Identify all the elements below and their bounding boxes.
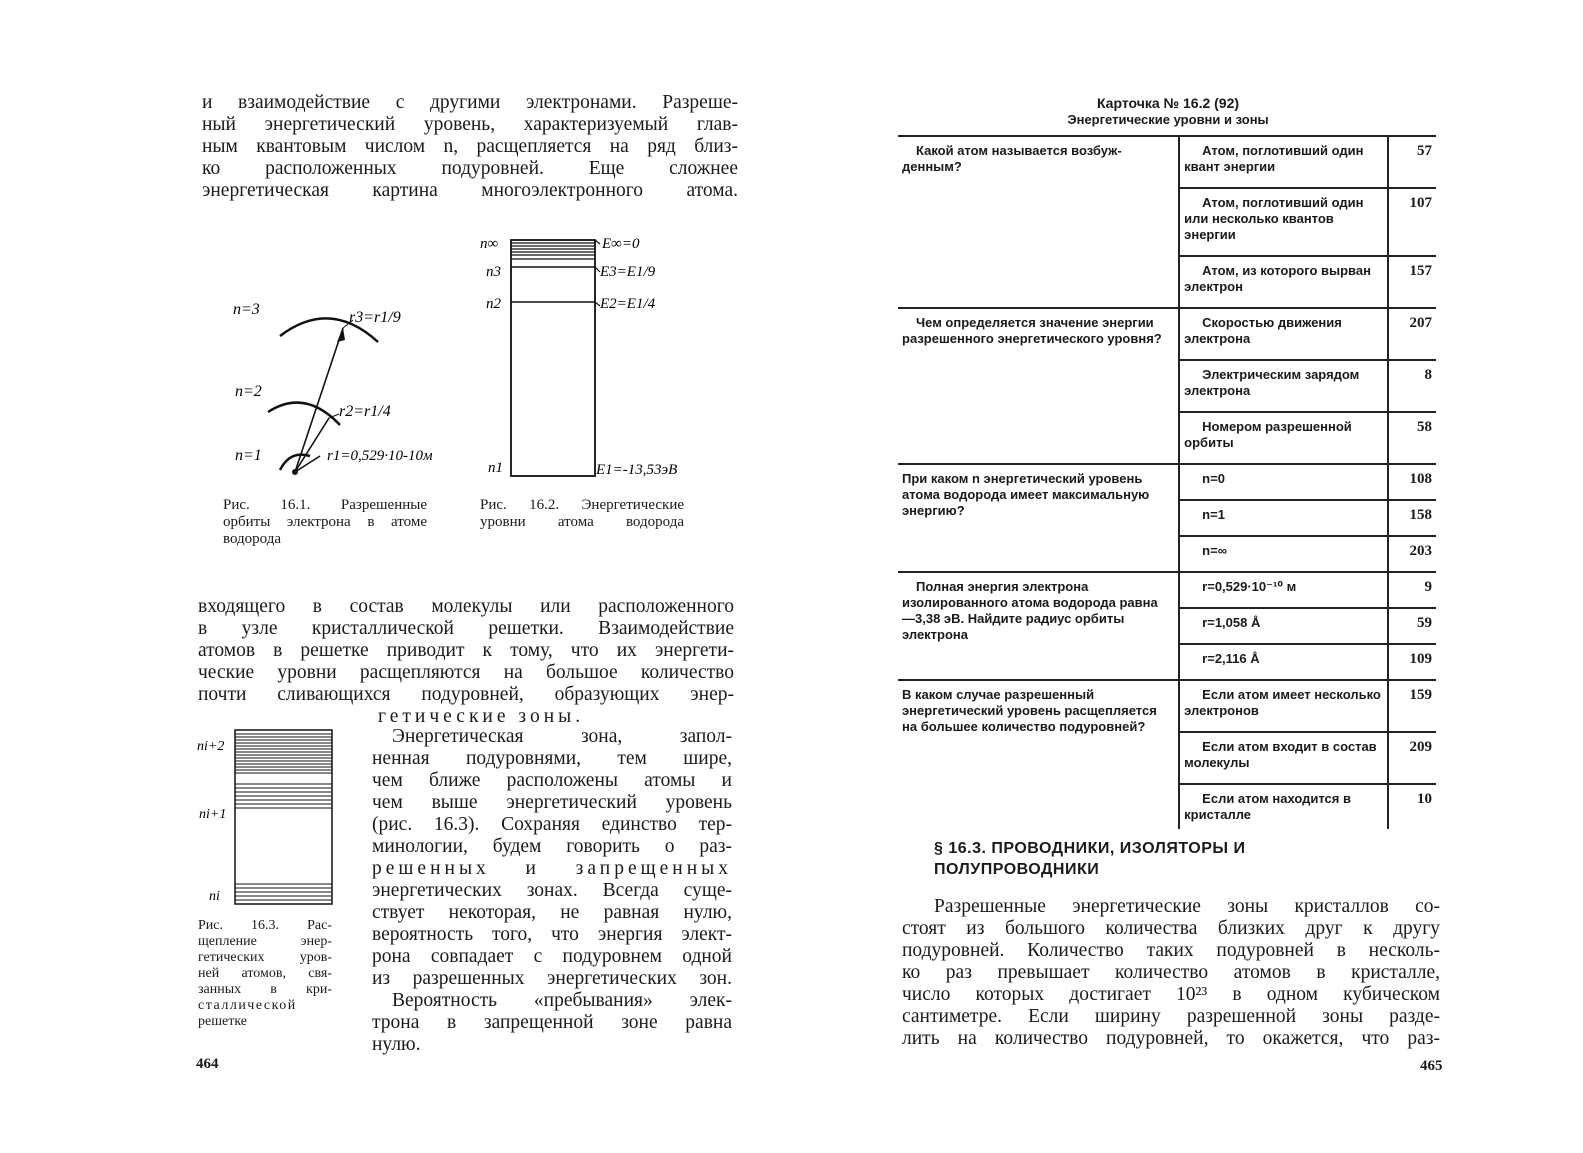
- question-cell: Чем определяется значение энергии разрешенного энергетического уровня?: [898, 308, 1179, 464]
- text-line: чем выше энергетический уровень: [372, 792, 732, 813]
- answer-code: 157: [1388, 256, 1436, 308]
- answer-code: 8: [1388, 360, 1436, 412]
- text-line: в узле кристаллической решетки. Взаимодействие: [198, 618, 734, 639]
- label-n1: n=1: [235, 447, 262, 464]
- heading-line: ПОЛУПРОВОДНИКИ: [934, 861, 1100, 878]
- orbit-n1: [280, 455, 310, 470]
- caption-line: водорода: [223, 531, 282, 547]
- answer-cell[interactable]: Атом, поглотивший один квант энергии: [1179, 136, 1388, 188]
- caption-fig-16-1: [223, 497, 427, 548]
- figure-16-3-bands: [195, 726, 340, 911]
- label-n1: n1: [488, 460, 503, 476]
- label-r1: r1=0,529·10-10м: [327, 448, 433, 464]
- answer-cell[interactable]: r=0,529·10⁻¹⁰ м: [1179, 572, 1388, 608]
- section-heading: [934, 838, 1245, 880]
- heading-line: § 16.3. ПРОВОДНИКИ, ИЗОЛЯТОРЫ И: [934, 840, 1246, 857]
- text-line: ненная подуровнями, тем шире,: [372, 748, 732, 769]
- text-line: Вероятность «пребывания» элек-: [392, 990, 732, 1011]
- table-row: [898, 572, 1436, 608]
- answer-code: 59: [1388, 608, 1436, 644]
- text-line: энергетическая картина многоэлектронного атома.: [202, 180, 738, 201]
- text-line: минологии, будем говорить о раз-: [372, 836, 732, 857]
- text-line: чем ближе расположены атомы и: [372, 770, 732, 791]
- answer-cell[interactable]: Скоростью движения электрона: [1179, 308, 1388, 360]
- text-line: Энергетическая зона, запол-: [392, 726, 732, 747]
- answer-cell[interactable]: n=∞: [1179, 536, 1388, 572]
- text-line: (рис. 16.3). Сохраняя единство тер-: [372, 814, 732, 835]
- label-E2: E2=E1/4: [600, 296, 656, 312]
- text-line: вероятность того, что энергия элект-: [372, 924, 732, 945]
- table-row: [898, 136, 1436, 188]
- table-row: [898, 680, 1436, 732]
- figure-16-2-energy-levels: [478, 230, 703, 485]
- text-line: число которых достигает 10²³ в одном кубическом: [902, 984, 1440, 1005]
- answer-code: 109: [1388, 644, 1436, 680]
- caption-fig-16-3: [198, 918, 332, 1030]
- text-line: ным квантовым числом n, расщепляется на ряд близ-: [202, 136, 738, 157]
- answer-cell[interactable]: n=1: [1179, 500, 1388, 536]
- caption-line: щепление энер-: [198, 934, 332, 949]
- answer-code: 108: [1388, 464, 1436, 500]
- text-line: трона в запрещенной зоне равна: [372, 1012, 732, 1033]
- label-n2: n=2: [235, 383, 262, 400]
- answer-cell[interactable]: Номером разрешенной орбиты: [1179, 412, 1388, 464]
- text-line: ный энергетический уровень, характеризуемый глав-: [202, 114, 738, 135]
- caption-line: сталлической: [198, 998, 297, 1013]
- question-card-table: [898, 135, 1436, 829]
- label-n3: n3: [486, 264, 501, 280]
- answer-code: 203: [1388, 536, 1436, 572]
- text-line: нулю.: [372, 1034, 421, 1055]
- text-line: и взаимодействие с другими электронами. Разреше-: [202, 92, 738, 113]
- caption-line: орбиты электрона в атоме: [223, 514, 427, 530]
- text-line: рона совпадает с подуровнем одной: [372, 946, 732, 967]
- page-number-left: 464: [196, 1056, 219, 1072]
- answer-code: 209: [1388, 732, 1436, 784]
- text-line: входящего в состав молекулы или расположенного: [198, 596, 734, 617]
- answer-cell[interactable]: Электрическим зарядом электрона: [1179, 360, 1388, 412]
- label-ni-plus-2: ni+2: [197, 739, 225, 754]
- answer-cell[interactable]: r=1,058 Å: [1179, 608, 1388, 644]
- figure-16-1-orbits: [225, 290, 460, 485]
- caption-line: Рис. 16.1. Разрешенные: [223, 497, 427, 513]
- caption-line: гетических уров-: [198, 950, 332, 965]
- page-number-right: 465: [1420, 1058, 1443, 1074]
- middle-paragraph: [198, 596, 734, 728]
- label-r2: r2=r1/4: [339, 403, 391, 420]
- text-line: ствует некоторая, не равная нулю,: [372, 902, 732, 923]
- card-title: Карточка № 16.2 (92): [1096, 95, 1240, 111]
- label-ni: ni: [209, 889, 220, 904]
- caption-line: занных в кри-: [198, 982, 332, 997]
- answer-code: 207: [1388, 308, 1436, 360]
- answer-code: 159: [1388, 680, 1436, 732]
- question-cell: При каком n энергетический уровень атома водорода имеет максимальную энергию?: [898, 464, 1179, 572]
- caption-line: ней атомов, свя-: [198, 966, 332, 981]
- text-line: сантиметре. Если ширину разрешенной зоны разде-: [902, 1006, 1440, 1027]
- question-cell: Какой атом называется возбуж-денным?: [898, 136, 1179, 308]
- text-line: лить на количество подуровней, то окажется, что раз-: [902, 1028, 1440, 1049]
- text-line: из разрешенных энергетических зон.: [372, 968, 732, 989]
- label-E-inf: E∞=0: [602, 236, 640, 252]
- answer-code: 107: [1388, 188, 1436, 256]
- card-subtitle: Энергетические уровни и зоны: [1067, 112, 1269, 127]
- label-n-inf: n∞: [480, 236, 499, 252]
- text-line: решенных и запрещенных: [372, 858, 732, 879]
- caption-line: уровни атома водорода: [480, 514, 684, 530]
- text-line: Разрешенные энергетические зоны кристаллов со-: [934, 896, 1440, 917]
- table-row: [898, 308, 1436, 360]
- label-E3: E3=E1/9: [600, 264, 656, 280]
- label-E1: E1=-13,53эВ: [596, 462, 678, 478]
- answer-cell[interactable]: Если атом входит в состав молекулы: [1179, 732, 1388, 784]
- label-ni-plus-1: ni+1: [199, 807, 227, 822]
- answer-cell[interactable]: Если атом имеет несколько электронов: [1179, 680, 1388, 732]
- text-line: ческие уровни расщепляются на большое количество: [198, 662, 734, 683]
- right-column-paragraph: [372, 726, 732, 1055]
- label-n3: n=3: [233, 301, 260, 318]
- top-paragraph: [202, 92, 738, 204]
- section-paragraph: [902, 896, 1440, 1052]
- answer-cell[interactable]: n=0: [1179, 464, 1388, 500]
- text-line: гетические зоны.: [378, 706, 585, 727]
- answer-code: 9: [1388, 572, 1436, 608]
- label-n2: n2: [486, 296, 501, 312]
- answer-cell[interactable]: Атом, из которого вырван электрон: [1179, 256, 1388, 308]
- table-row: [898, 464, 1436, 500]
- text-line: энергетических зонах. Всегда суще-: [372, 880, 732, 901]
- answer-cell[interactable]: Атом, поглотивший один или несколько квантов энергии: [1179, 188, 1388, 256]
- text-line: атомов в решетке приводит к тому, что их энергети-: [198, 640, 734, 661]
- answer-code: 10: [1388, 784, 1436, 829]
- caption-line: Рис. 16.2. Энергетические: [480, 497, 684, 513]
- text-line: стоят из большого количества близких друг к другу: [902, 918, 1440, 939]
- caption-line: решетке: [198, 1014, 247, 1029]
- answer-code: 58: [1388, 412, 1436, 464]
- answer-cell[interactable]: r=2,116 Å: [1179, 644, 1388, 680]
- text-line: ко раз превышает количество атомов в кристалле,: [902, 962, 1440, 983]
- answer-code: 57: [1388, 136, 1436, 188]
- text-line: ко расположенных подуровней. Еще сложнее: [202, 158, 738, 179]
- question-cell: В каком случае разрешенный энергетический уровень расщепляется на большее количество подуровней?: [898, 680, 1179, 829]
- question-cell: Полная энергия электрона изолированного атома водорода равна —3,38 эВ. Найдите радиус орбиты электрона: [898, 572, 1179, 680]
- orbit-n2: [268, 403, 340, 425]
- text-line: почти сливающихся подуровней, образующих энер-: [198, 684, 734, 705]
- text-line: подуровней. Количество таких подуровней в несколь-: [902, 940, 1440, 961]
- answer-code: 158: [1388, 500, 1436, 536]
- label-r3: r3=r1/9: [349, 309, 401, 326]
- caption-line: Рис. 16.3. Рас-: [198, 918, 332, 933]
- answer-cell[interactable]: Если атом находится в кристалле: [1179, 784, 1388, 829]
- caption-fig-16-2: [480, 497, 684, 531]
